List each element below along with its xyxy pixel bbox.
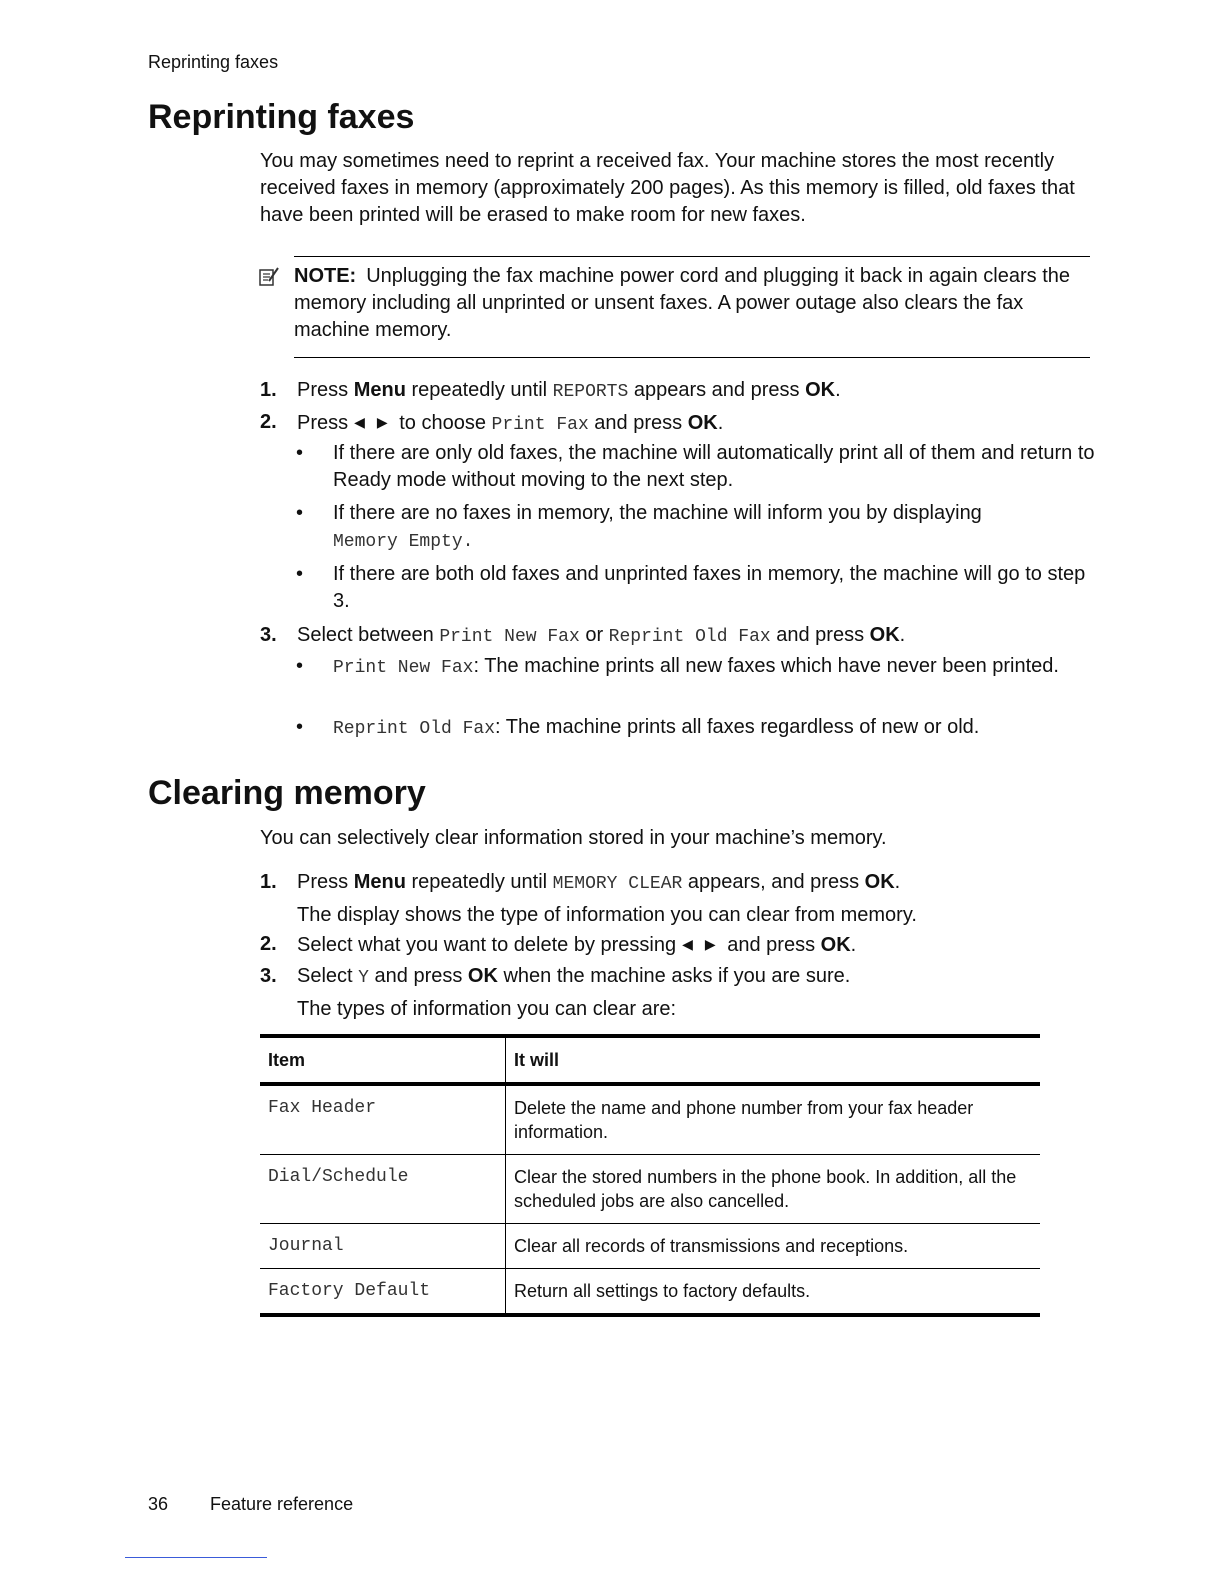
page-number: 36	[148, 1494, 169, 1514]
clearing-intro: You can selectively clear information stored in your machine’s memory.	[260, 827, 887, 849]
section-heading-clearing: Clearing memory	[148, 774, 426, 812]
table-row: Fax Header Delete the name and phone number from your fax header information.	[260, 1084, 1040, 1155]
right-arrow-icon: ▶	[376, 414, 388, 430]
clear-memory-table	[260, 1034, 1040, 1317]
right-arrow-icon: ▶	[704, 936, 716, 952]
footer-section: Feature reference	[210, 1494, 354, 1514]
clearing-step-2: 2. Select what you want to delete by pressing ◀ ▶ and press OK.	[260, 933, 857, 956]
table-row: Factory Default Return all settings to factory defaults.	[260, 1269, 1040, 1316]
left-arrow-icon: ◀	[354, 414, 365, 430]
note-icon	[258, 265, 280, 287]
table-row: Journal Clear all records of transmissions and receptions.	[260, 1224, 1040, 1269]
list-item: • Print New Fax: The machine prints all new faxes which have never been printed.	[296, 655, 1059, 678]
note-text: Unplugging the fax machine power cord and plugging it back in again clears the memory including all unprinted or unsent faxes. A power outage also clears the fax machine memory.	[294, 265, 1070, 341]
clearing-step-1: 1. Press Menu repeatedly until MEMORY CLEAR appears, and press OK. The display shows the type of information you can clear from memory.	[260, 871, 917, 926]
reprint-step-1: 1. Press Menu repeatedly until REPORTS appears and press OK.	[260, 379, 841, 402]
note-label: NOTE:	[294, 265, 357, 287]
list-item: • If there are both old faxes and unprinted faxes in memory, the machine will go to step 3.	[296, 563, 1086, 612]
reprint-step-3: 3. Select between Print New Fax or Reprint Old Fax and press OK.	[260, 624, 906, 647]
footer-divider	[125, 1557, 267, 1558]
running-header: Reprinting faxes	[148, 52, 279, 72]
note-box	[294, 256, 1090, 358]
list-item: • Reprint Old Fax: The machine prints all faxes regardless of new or old.	[296, 716, 980, 739]
left-arrow-icon: ◀	[682, 936, 693, 952]
table-header: Item	[260, 1036, 506, 1084]
section-heading-reprinting: Reprinting faxes	[148, 98, 415, 136]
table-row: Dial/Schedule Clear the stored numbers in the phone book. In addition, all the scheduled jobs are also cancelled.	[260, 1155, 1040, 1224]
reprint-intro: You may sometimes need to reprint a received fax. Your machine stores the most recently received faxes in memory (approximately 200 pages). As this memory is filled, old faxes that have been printed will be erased to make room for new faxes.	[260, 150, 1075, 226]
list-item: • If there are only old faxes, the machine will automatically print all of them and return to Ready mode without moving to the next step.	[296, 442, 1095, 491]
clearing-step-3: 3. Select Y and press OK when the machine asks if you are sure. The types of information you can clear are:	[260, 965, 851, 1020]
list-item: • If there are no faxes in memory, the machine will inform you by displaying Memory Empty.	[296, 502, 982, 552]
table-header: It will	[506, 1036, 1041, 1084]
reprint-step-2: 2. Press ◀ ▶ to choose Print Fax and press OK.	[260, 411, 724, 435]
